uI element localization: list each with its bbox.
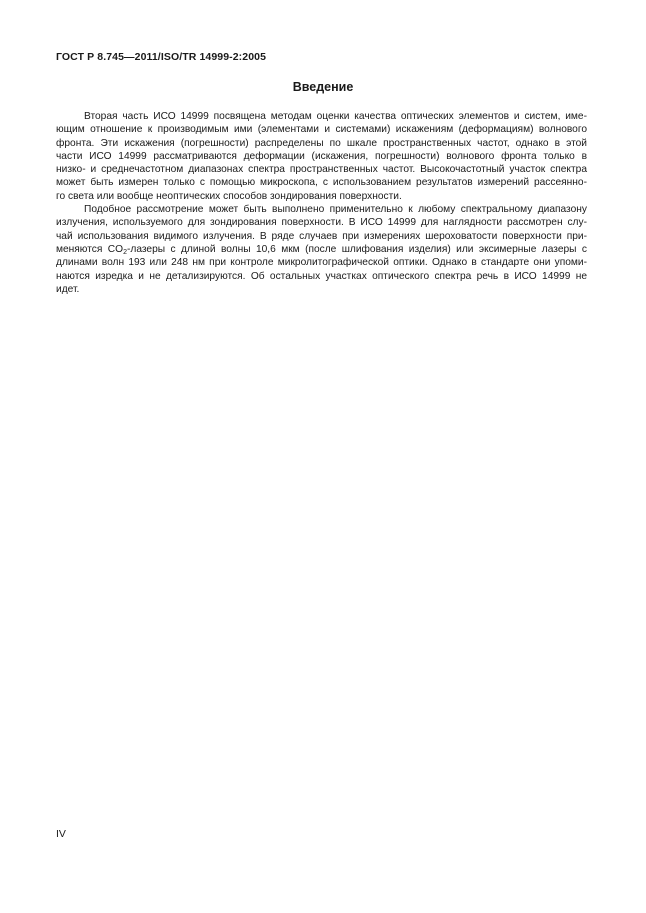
text-line: части ИСО 14999 рассматриваются деформации (искажения, погрешности) волнового фронта только в <box>56 150 587 162</box>
document-body <box>56 110 587 296</box>
text-fragment: меняются CO <box>56 243 124 255</box>
paragraph-2 <box>56 203 587 296</box>
document-header: ГОСТ Р 8.745—2011/ISO/TR 14999-2:2005 <box>56 51 267 63</box>
text-line: может быть измерен только с помощью микроскопа, с использованием результатов измерений рассеянно- <box>56 177 587 189</box>
text-line: наются изредка и не детализируются. Об остальных участках оптического спектра речь в ИСО 14999 не <box>56 270 587 282</box>
subscript: 2 <box>123 248 127 256</box>
section-title: Введение <box>292 80 354 94</box>
text-line: фронта. Эти искажения (погрешности) распределены по шкале пространственных частот, однако в этой <box>56 137 587 149</box>
text-line: излучения, используемого для зондирования поверхности. В ИСО 14999 для наглядности рассмотрен слу- <box>56 217 587 229</box>
text-line: Вторая часть ИСО 14999 посвящена методам оценки качества оптических элементов и систем, име- <box>84 111 587 122</box>
text-line: го света или вообще неоптических способов зондирования поверхности. <box>56 190 402 202</box>
text-line: чай использования видимого излучения. В ряде случаев при измерениях шероховатости поверхности при- <box>56 230 587 242</box>
text-line-co2 <box>56 243 587 256</box>
paragraph-1 <box>56 110 587 203</box>
page-number: IV <box>56 828 66 840</box>
text-line: идет. <box>56 283 80 295</box>
text-line: низко- и среднечастотном диапазонах спектра пространственных частот. Высокочастотный участок спектра <box>56 164 587 176</box>
text-line: длинами волн 193 или 248 нм при контроле микролитографической оптики. Однако в стандарте они упоми- <box>56 257 587 269</box>
text-line: ющим отношение к производимым ими (элементами и системами) искажениям (деформациям) волнового <box>56 124 587 136</box>
text-line: Подобное рассмотрение может быть выполнено применительно к любому спектральному диапазону <box>84 204 587 216</box>
text-fragment: -лазеры с длиной волны 10,6 мкм (после шлифования изделия) или эксимерные лазеры с <box>126 243 587 255</box>
